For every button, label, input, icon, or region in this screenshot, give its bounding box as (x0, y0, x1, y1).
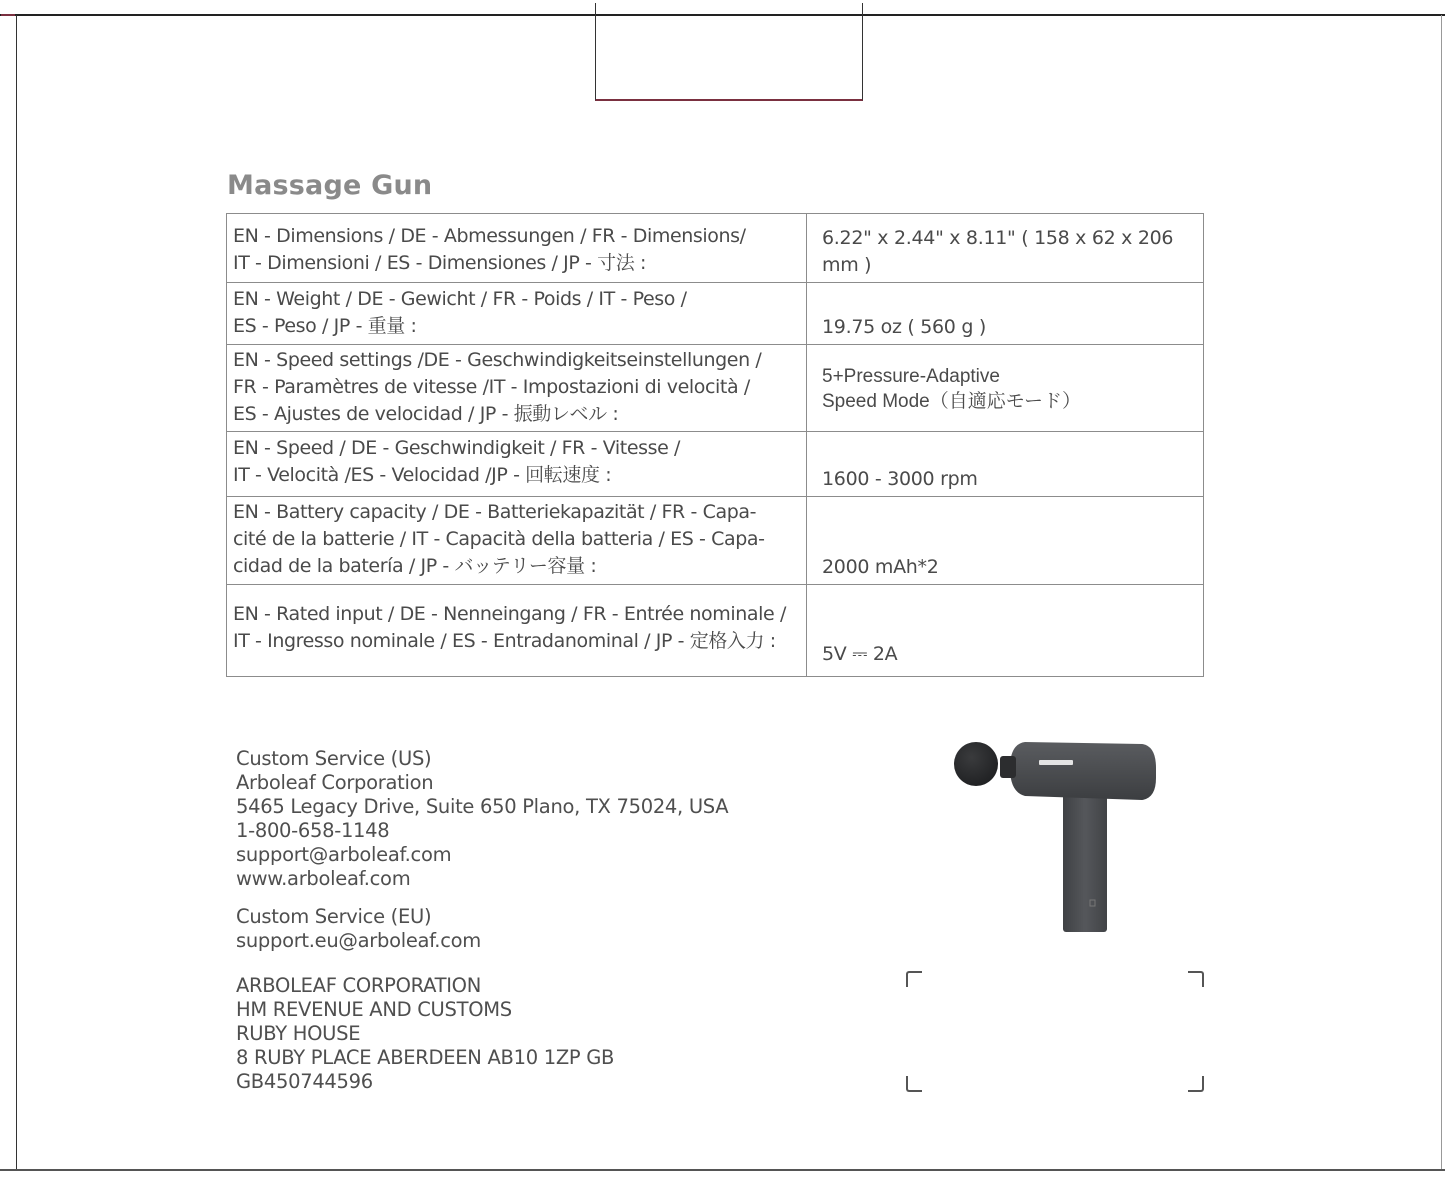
spec-label-line: EN - Speed / DE - Geschwindigkeit / FR - Vitesse / (233, 437, 681, 459)
contact-eu-heading: Custom Service (EU) (236, 905, 432, 928)
spec-label-line: EN - Rated input / DE - Nenneingang / FR - Entrée nominale / (233, 603, 786, 625)
contact-uk-line: GB450744596 (236, 1070, 373, 1093)
contact-uk-block (236, 974, 614, 1094)
contact-us-email: support@arboleaf.com (236, 843, 452, 866)
spec-label-line: EN - Speed settings /DE - Geschwindigkeitseinstellungen / (233, 349, 762, 371)
spec-label-line: FR - Paramètres de vitesse /IT - Impostazioni di velocità / (233, 376, 750, 398)
spec-value-line: 5+Pressure-Adaptive (822, 365, 1000, 387)
spec-label-line: EN - Dimensions / DE - Abmessungen / FR - Dimensions/ (233, 225, 746, 247)
spec-row-battery (227, 497, 1204, 585)
spec-value (807, 497, 1204, 585)
frame-corner-top-left-icon (906, 971, 922, 987)
top-left-mark (1, 14, 15, 16)
spec-value-line: 19.75 oz ( 560 g ) (822, 316, 986, 338)
spec-value-line: 1600 - 3000 rpm (822, 468, 978, 490)
spec-label (227, 283, 807, 345)
contact-uk-line: 8 RUBY PLACE ABERDEEN AB10 1ZP GB (236, 1046, 615, 1069)
spec-row-weight (227, 283, 1204, 345)
contact-uk-line: ARBOLEAF CORPORATION (236, 974, 482, 997)
massage-gun-illustration-icon (930, 720, 1180, 950)
contact-us-company: Arboleaf Corporation (236, 771, 434, 794)
spec-value-line: 6.22" x 2.44" x 8.11" ( 158 x 62 x 206 mm ) (822, 227, 1174, 276)
contact-us-phone: 1-800-658-1148 (236, 819, 390, 842)
spec-value-line: Speed Mode（自適応モード） (822, 390, 1081, 412)
spec-label (227, 432, 807, 497)
contact-uk-line: RUBY HOUSE (236, 1022, 361, 1045)
left-border-rule (16, 15, 17, 1171)
spec-label-line: EN - Weight / DE - Gewicht / FR - Poids / IT - Peso / (233, 288, 687, 310)
spec-label-line: ES - Ajustes de velocidad / JP - 振動レベル : (233, 403, 619, 425)
spec-value (807, 585, 1204, 677)
contact-eu-email: support.eu@arboleaf.com (236, 929, 481, 952)
spec-row-speed-settings (227, 345, 1204, 432)
contact-us-address: 5465 Legacy Drive, Suite 650 Plano, TX 75024, USA (236, 795, 729, 818)
spec-row-rated-input (227, 585, 1204, 677)
spec-row-speed (227, 432, 1204, 497)
spec-value (807, 345, 1204, 432)
contact-eu-block (236, 905, 481, 953)
spec-label-line: cité de la batterie / IT - Capacità della batteria / ES - Capa- (233, 528, 765, 550)
spec-label-line: IT - Dimensioni / ES - Dimensiones / JP - 寸法 : (233, 252, 646, 274)
spec-value (807, 283, 1204, 345)
spec-label-line: IT - Ingresso nominale / ES - Entradanominal / JP - 定格入力 : (233, 630, 776, 652)
contact-us-website: www.arboleaf.com (236, 867, 411, 890)
spec-label-line: IT - Velocità /ES - Velocidad /JP - 回転速度 : (233, 464, 612, 486)
spec-value-line: 2000 mAh*2 (822, 556, 939, 578)
bottom-border-rule (0, 1169, 1445, 1171)
frame-corner-bottom-left-icon (906, 1076, 922, 1092)
spec-label-line: cidad de la batería / JP - バッテリー容量 : (233, 555, 597, 577)
spec-row-dimensions (227, 214, 1204, 283)
spec-value (807, 432, 1204, 497)
spec-label (227, 497, 807, 585)
top-tab-frame (595, 3, 863, 101)
spec-label (227, 214, 807, 283)
spec-value (807, 214, 1204, 283)
right-border-rule (1441, 15, 1442, 1171)
spec-label-line: ES - Peso / JP - 重量 : (233, 315, 417, 337)
contact-us-block (236, 747, 728, 891)
page-title: Massage Gun (227, 170, 433, 201)
spec-label-line: EN - Battery capacity / DE - Batteriekapazität / FR - Capa- (233, 501, 757, 523)
frame-corner-bottom-right-icon (1188, 1076, 1204, 1092)
contact-uk-line: HM REVENUE AND CUSTOMS (236, 998, 512, 1021)
spec-value-line: 5V ⎓ 2A (822, 643, 898, 665)
frame-corner-top-right-icon (1188, 971, 1204, 987)
spec-label (227, 585, 807, 677)
contact-us-heading: Custom Service (US) (236, 747, 432, 770)
spec-table (226, 213, 1204, 677)
spec-label (227, 345, 807, 432)
